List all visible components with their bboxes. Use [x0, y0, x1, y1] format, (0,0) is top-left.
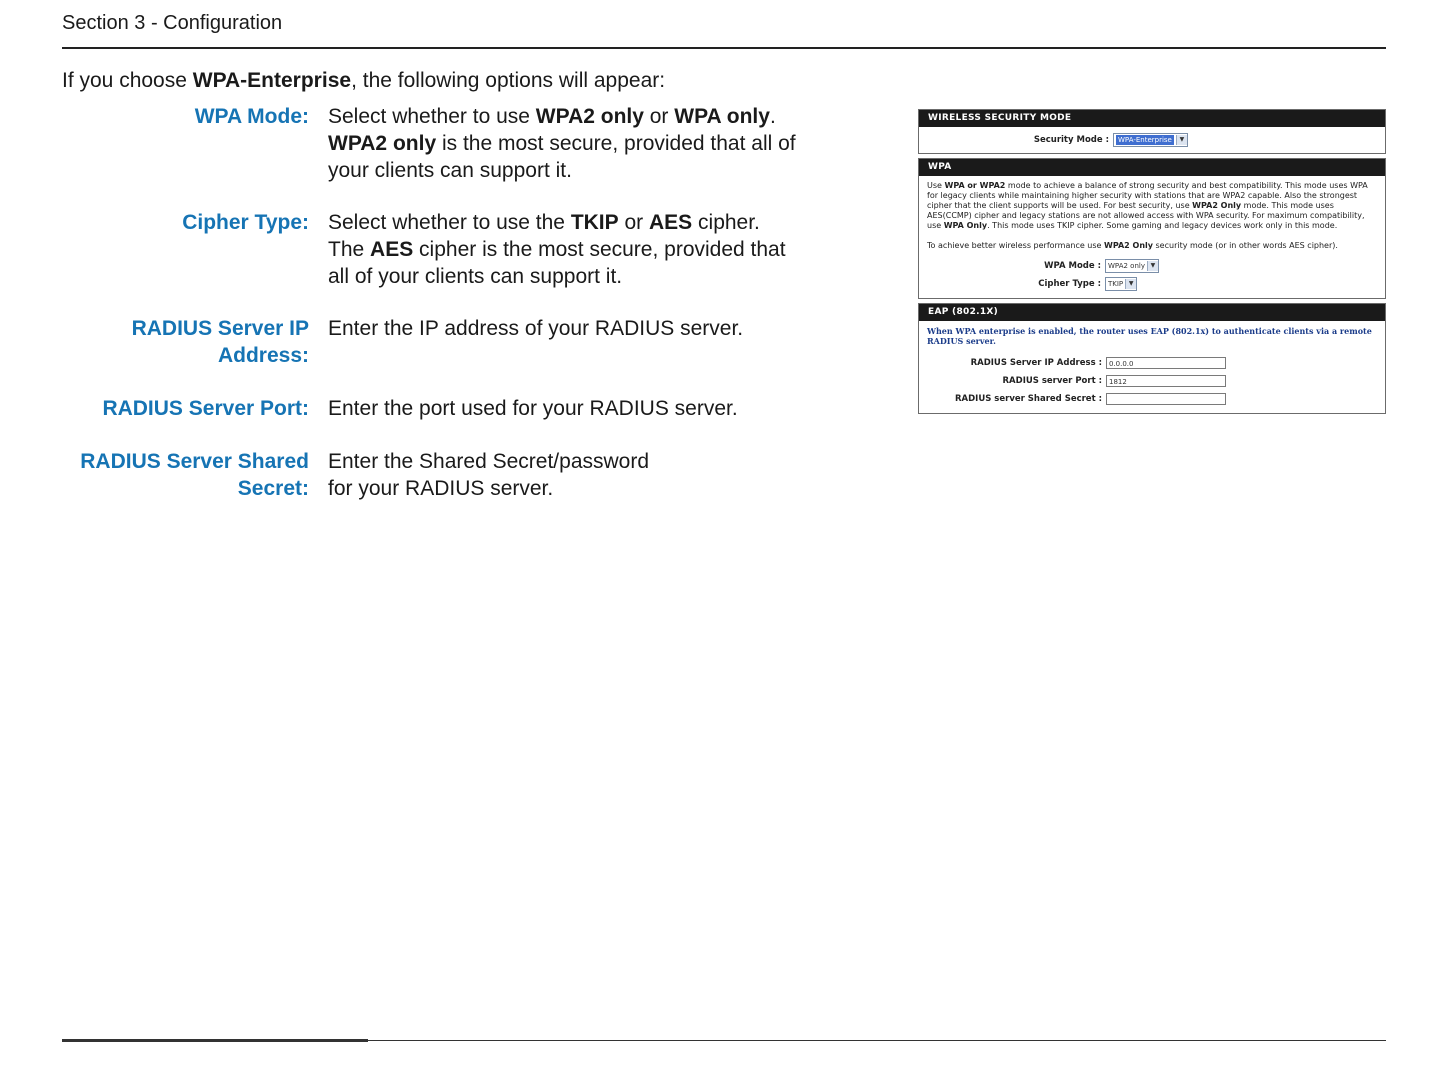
radius-secret-row	[927, 390, 1377, 408]
cipher-type-row	[927, 275, 1377, 293]
security-mode-label: Security Mode :	[1033, 135, 1109, 145]
wireless-security-mode-box	[918, 109, 1386, 154]
intro-mode-name: WPA-Enterprise	[192, 69, 352, 92]
chevron-down-icon: ▼	[1147, 261, 1158, 271]
wpa-mode-label: WPA Mode :	[1044, 261, 1101, 271]
radius-port-label: RADIUS server Port :	[1002, 376, 1102, 386]
option-description: Enter the Shared Secret/password for your RADIUS server.	[328, 450, 650, 500]
option-description: Enter the IP address of your RADIUS server.	[328, 317, 744, 340]
radius-port-input[interactable]: 1812	[1106, 375, 1226, 387]
option-description: Select whether to use the TKIP or AES cipher. The AES cipher is the most secure, provided that all of your clients can support it.	[328, 211, 786, 288]
security-mode-select[interactable]: WPA-Enterprise ▼	[1113, 133, 1188, 147]
radius-port-row	[927, 372, 1377, 390]
eap-box	[918, 303, 1386, 414]
eap-description: When WPA enterprise is enabled, the router uses EAP (802.1x) to authenticate clients via a remote RADIUS server.	[927, 326, 1372, 346]
chevron-down-icon: ▼	[1176, 135, 1187, 145]
footer-divider-accent	[62, 1039, 368, 1042]
option-term: WPA Mode:	[194, 105, 309, 128]
intro-suffix: , the following options will appear:	[351, 69, 666, 92]
wpa-recommendation: To achieve better wireless performance use WPA2 Only security mode (or in other words AES cipher).	[927, 241, 1338, 250]
option-term: RADIUS Server IP Address:	[131, 317, 309, 367]
cipher-type-select[interactable]: TKIP ▼	[1105, 277, 1137, 291]
wpa-mode-select[interactable]: WPA2 only ▼	[1105, 259, 1159, 273]
box-heading: EAP (802.1X)	[919, 304, 1385, 321]
box-heading: WIRELESS SECURITY MODE	[919, 110, 1385, 127]
box-heading: WPA	[919, 159, 1385, 176]
option-description: Select whether to use WPA2 only or WPA only. WPA2 only is the most secure, provided that all of your clients can support it.	[328, 105, 796, 182]
header-divider	[62, 47, 1386, 49]
option-term: Cipher Type:	[182, 211, 309, 234]
wpa-box	[918, 158, 1386, 299]
section-title: Section 3 - Configuration	[62, 12, 283, 34]
cipher-type-label: Cipher Type :	[1038, 279, 1101, 289]
option-description: Enter the port used for your RADIUS server.	[328, 397, 738, 420]
radius-secret-label: RADIUS server Shared Secret :	[954, 394, 1102, 404]
chevron-down-icon: ▼	[1125, 279, 1136, 289]
radius-secret-input[interactable]	[1106, 393, 1226, 405]
security-mode-row	[927, 131, 1377, 149]
intro-prefix: If you choose	[62, 69, 193, 92]
radius-ip-row	[927, 354, 1377, 372]
option-term: RADIUS Server Shared Secret:	[80, 450, 309, 500]
option-term: RADIUS Server Port:	[102, 397, 309, 420]
wpa-mode-row	[927, 257, 1377, 275]
radius-ip-input[interactable]: 0.0.0.0	[1106, 357, 1226, 369]
intro-sentence	[62, 69, 665, 93]
wpa-description: Use WPA or WPA2 mode to achieve a balance of strong security and best compatibility. This mode uses WPA for legacy clients while maintaining higher security with stations that are WPA2 capable. Also the strongest cipher that the client supports will be used. For best security, use WPA2 Only mode. This mode uses AES(CCMP) cipher and legacy stations are not allowed access with WPA security. For maximum compatibility, use WPA Only. This mode uses TKIP cipher. Some gaming and legacy devices work only in this mode.	[927, 181, 1368, 230]
router-settings-screenshot	[918, 109, 1386, 418]
radius-ip-label: RADIUS Server IP Address :	[970, 358, 1102, 368]
